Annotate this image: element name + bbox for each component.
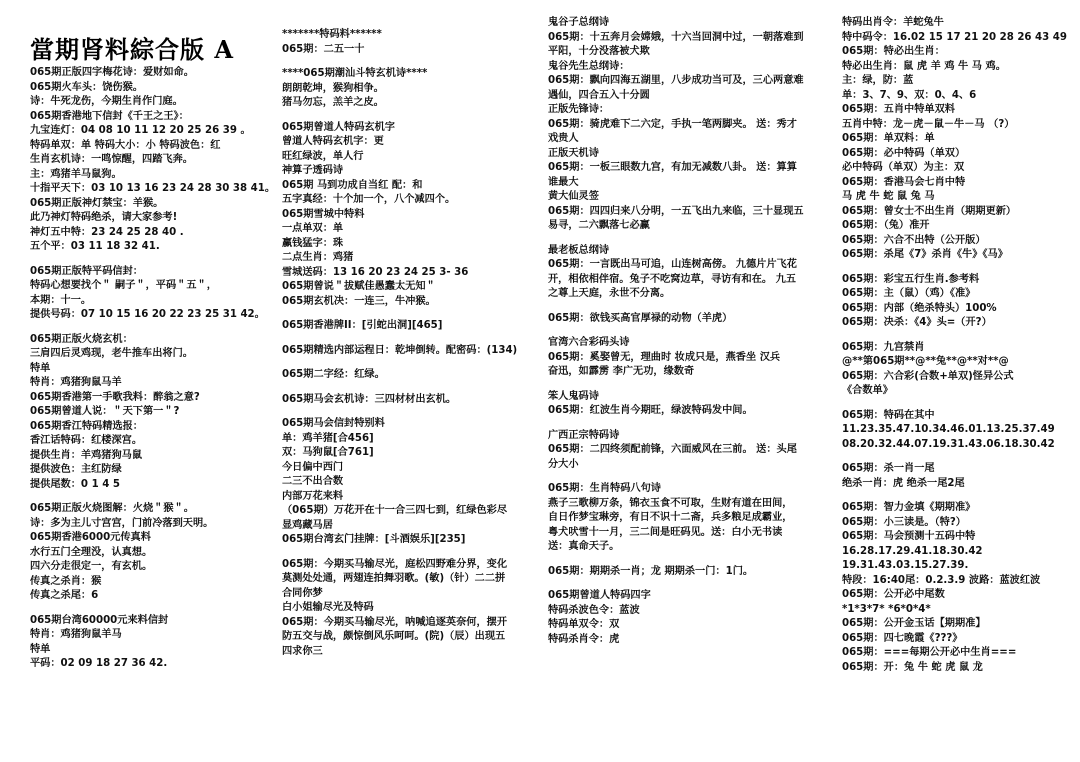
text-line: 提供尾数：0 1 4 5 <box>30 478 120 490</box>
spacer <box>548 472 834 482</box>
text-line: 单：3、7、9、双：0、4、6 <box>842 89 977 101</box>
text-line: 合同你梦 <box>282 587 323 599</box>
text-line: 鬼谷子总纲诗 <box>548 17 610 28</box>
text-line: 065期火车头：饶伤猴。 <box>30 81 143 93</box>
spacer <box>842 452 1074 462</box>
text-line: 朗朗乾坤，猴狗相争。 <box>282 82 384 94</box>
text-line: 065期：主（鼠）（鸡）《准》 <box>842 288 976 299</box>
spacer <box>282 334 534 344</box>
text-line: 三肩四后灵鸡现，老牛推车出将门。 <box>30 348 193 359</box>
text-line: 16.28.17.29.41.18.30.42 <box>842 545 983 557</box>
text-line: 065期正版特平码信封： <box>30 265 143 277</box>
text-line: 黄大仙灵签 <box>548 191 599 202</box>
text-line: 065期香港6000元传真料 <box>30 532 151 543</box>
text-line: （065期）万花开在十一合三四七到，红绿色彩尽 <box>282 505 508 516</box>
text-line: 平阳，十分没落被犬欺 <box>548 46 650 57</box>
text-line: 双：马狗鼠[合761] <box>282 447 374 458</box>
text-line: 提供生肖：羊鸡猪狗马鼠 <box>30 449 143 461</box>
text-line: 特码出肖令：羊蛇兔牛 <box>842 17 944 28</box>
text-line: 065期马会信封特别料 <box>282 418 385 429</box>
text-line: 显鸡藏马居 <box>282 519 333 531</box>
text-line: 065期曾道人特码玄机字 <box>282 121 395 133</box>
text-line: 水行五门全理没，认真想。 <box>30 546 153 558</box>
text-line: 开，相依相伴宿。兔子不吃窝边草，寻访有和在。 九五 <box>548 273 797 285</box>
text-line: 主：鸡猪羊马鼠狗。 <box>30 168 122 180</box>
text-line: 19.31.43.03.15.27.39. <box>842 560 969 571</box>
spacer <box>30 323 268 333</box>
text-line: 特单 <box>30 643 51 655</box>
text-line: 正版天机诗 <box>548 147 599 159</box>
text-line: 065期：智力金填《期期准》 <box>842 502 976 513</box>
text-line: 此乃神灯特码绝杀，请大家参考! <box>30 212 178 223</box>
spacer <box>282 57 534 67</box>
text-line: 065期：===每期公开必中生肖=== <box>842 647 1017 658</box>
text-line: 绝杀一肖：虎 绝杀一尾2尾 <box>842 477 965 489</box>
text-line: 065期：二四终须配前锋，六面威风在三前。 送：头尾 <box>548 444 797 455</box>
text-line: 送：真命天子。 <box>548 541 620 552</box>
text-line: 065期：特必出生肖： <box>842 46 945 57</box>
text-line: 最老板总纲诗 <box>548 244 610 256</box>
text-line: 065期：十五奔月会嫦娥，十六当回洞中过，一朝落难到 <box>548 31 804 43</box>
text-line: *******特码料****** <box>282 29 382 40</box>
text-line: 香江话特码：红楼深宫。 <box>30 435 143 446</box>
spacer <box>842 399 1074 409</box>
spacer <box>548 380 834 390</box>
text-line: 提供波色：主红防绿 <box>30 464 122 475</box>
column-4 <box>842 16 1074 675</box>
text-line: 特码单双令：双 <box>548 619 620 630</box>
text-line: 065期：奚娶曾无，理曲时 妆成只是，燕香坐 汉兵 <box>548 351 781 363</box>
spacer <box>842 491 1074 501</box>
text-line: 065期：骑虎难下二六定，手执一笔两脚夹。 送：秀才 <box>548 118 797 130</box>
text-line: ****065期潮汕斗特玄机诗**** <box>282 68 428 79</box>
text-line: 08.20.32.44.07.19.31.43.06.18.30.42 <box>842 438 1055 450</box>
text-line: 本期：十一。 <box>30 294 92 306</box>
text-line: 《合数单》 <box>842 385 893 396</box>
text-line: 笨人鬼码诗 <box>548 390 599 402</box>
text-line: 065期精选内部运程日：乾坤倒转。配密码：(134) <box>282 344 518 356</box>
text-line: 065期：决杀：《4》头=（开?） <box>842 317 992 328</box>
text-line: 065期香港第一手歌我料：醉翁之意? <box>30 391 200 403</box>
text-line: 四求你三 <box>282 645 323 657</box>
text-line: 065期：彩宝五行生肖.参考料 <box>842 273 980 285</box>
text-line: 065期香港牌II：[引蛇出洞][465] <box>282 320 443 331</box>
page-title: 當期肾料綜合版 A <box>30 35 234 64</box>
text-line: 粤犬吠雪十一月，三二间是旺码见。送：白小无书读 <box>548 526 783 538</box>
spacer <box>548 302 834 312</box>
text-line: 五肖中特：龙－虎－鼠－牛－马 （?） <box>842 118 1015 130</box>
spacer <box>842 263 1074 273</box>
spacer <box>282 358 534 368</box>
text-line: 特肖：鸡猪狗鼠羊马 <box>30 629 122 640</box>
text-line: 065期：公开必中尾数 <box>842 589 945 600</box>
text-line: 谁最大 <box>548 176 579 188</box>
text-line: 诗：多为主儿寸宫宫，门前冷落到天明。 <box>30 517 214 529</box>
text-line: 易寻，二六飘落七必赢 <box>548 220 650 231</box>
text-line: 065期：欲钱买高官厚禄的动物（羊虎） <box>548 312 733 324</box>
text-line: 燕子三歌柳万条，锦衣玉食不可取，生财有道在田间， <box>548 497 793 509</box>
text-line: 065期正版火烧图解：火烧＂猴＂。 <box>30 503 194 514</box>
text-line: 065期：必中特码（单双） <box>842 147 966 159</box>
text-line: 065期正版火烧玄机： <box>30 333 133 345</box>
spacer <box>548 419 834 429</box>
text-line: @**第065期**@**兔**@**对**@ <box>842 356 1009 367</box>
text-line: 特段：16:40尾：0.2.3.9 波路：蓝波红波 <box>842 574 1041 586</box>
text-line: 065期：开：兔 牛 蛇 虎 鼠 龙 <box>842 661 983 673</box>
spacer <box>548 579 834 589</box>
spacer <box>548 234 834 244</box>
text-line: 065期香江特码精选报： <box>30 420 143 432</box>
text-line: 旺红绿波，单人行 <box>282 150 364 162</box>
text-line: 065期：特码在其中 <box>842 409 935 421</box>
text-line: 065期：马会预测十五码中特 <box>842 531 976 542</box>
text-line: 戏贵人 <box>548 133 579 144</box>
text-line: 特肖：鸡猪狗鼠马羊 <box>30 377 122 388</box>
column-1 <box>30 66 276 672</box>
spacer <box>548 326 834 336</box>
spacer <box>842 331 1074 341</box>
text-line: 065期：四四归来八分明，一五飞出九来临，三十显现五 <box>548 205 804 217</box>
spacer <box>282 309 534 319</box>
text-line: 之尊上天庭，永世不分离。 <box>548 288 671 299</box>
text-line: 赢钱猛字：珠 <box>282 237 344 249</box>
spacer <box>30 492 268 502</box>
text-line: 二点生肖：鸡猪 <box>282 252 354 263</box>
text-line: 065期：飘向四海五湖里，八步成功当可及，三心两意难 <box>548 75 804 86</box>
text-line: 065期二字经：红绿。 <box>282 369 385 380</box>
text-line: 065期台湾玄门挂牌：[斗酒娱乐][235] <box>282 534 466 545</box>
text-line: 065期：五肖中特单双料 <box>842 104 955 115</box>
text-line: 065期：一言既出马可追，山连树高傍。 九德片片飞花 <box>548 259 797 270</box>
text-line: 065期曾道人特码四字 <box>548 590 651 601</box>
text-line: 莫测处处通，两翅连拍舞羽歌。(敏)（针）二二拼 <box>282 573 506 584</box>
text-line: 猪马勿忘，羔羊之皮。 <box>282 97 384 108</box>
text-line: 065期：生肖特码八句诗 <box>548 483 661 494</box>
text-line: 065期台湾60000元来料信封 <box>30 614 169 626</box>
text-line: 防五交与战，颇惊倒风乐呵呵。(院)（辰）出现五 <box>282 631 506 642</box>
text-line: 特中码令：16.02 15 17 21 20 28 26 43 49 <box>842 31 1067 43</box>
text-line: 065期：小三读是。（特?） <box>842 516 966 528</box>
text-line: 065期：曾女士不出生肖（期期更新） <box>842 205 1017 217</box>
text-line: 神灯五中特：23 24 25 28 40 . <box>30 226 184 238</box>
text-line: 特码杀波色令：蓝波 <box>548 604 640 616</box>
spacer <box>30 604 268 614</box>
text-line: 白小姐输尽光及特码 <box>282 602 374 613</box>
text-line: 分大小 <box>548 458 579 470</box>
text-line: 065期：公开金玉话【期期准】 <box>842 618 986 629</box>
text-line: 065期：一板三眼数九宫，有加无减数八卦。 送：算算 <box>548 162 797 173</box>
text-line: 鬼谷先生总纲诗： <box>548 60 630 72</box>
text-line: 官湾六合彩码头诗 <box>548 337 630 348</box>
text-line: 065期正版神灯禁宝：羊猴。 <box>30 197 164 209</box>
text-line: 特单 <box>30 362 51 374</box>
text-line: 遇仙，四合五入十分圆 <box>548 89 650 101</box>
text-line: 065期雪城中特料 <box>282 208 365 220</box>
text-line: 065期：（兔）准开 <box>842 220 930 231</box>
text-line: 四六分走很定一，有玄机。 <box>30 561 153 572</box>
spacer <box>282 407 534 417</box>
text-line: 五字真经：十个加一个，八个减四个。 <box>282 194 456 205</box>
text-line: 065期：四七晚霞《???》 <box>842 632 963 644</box>
text-line: 马 虎 牛 蛇 鼠 兔 马 <box>842 191 935 202</box>
text-line: 065期曾道人说：＂天下第一＂? <box>30 406 180 417</box>
text-line: 单：鸡羊猪[合456] <box>282 432 374 444</box>
text-line: 特必出生肖：鼠 虎 羊 鸡 牛 马 鸡。 <box>842 60 1006 72</box>
text-line: 特码杀肖令：虎 <box>548 633 620 645</box>
spacer <box>282 111 534 121</box>
text-line: 特码单双：单 特码大小：小 特码波色：红 <box>30 139 221 151</box>
text-line: 065期：杀一肖一尾 <box>842 463 935 474</box>
text-line: 一点单双：单 <box>282 223 344 234</box>
text-line: 神算子透码诗 <box>282 165 344 176</box>
text-line: 自日作梦宝琳旁，有日不识十二斋，兵多粮足成霸业， <box>548 512 793 523</box>
text-line: 二三不出合数 <box>282 476 344 487</box>
text-line: 传真之杀肖：猴 <box>30 575 102 587</box>
text-line: 广西正宗特码诗 <box>548 429 620 441</box>
text-line: 065期香港地下信封《千王之王》： <box>30 110 189 122</box>
text-line: 065期曾说＂拔赋佳愚蠢太无知＂ <box>282 281 436 292</box>
column-3 <box>548 16 834 647</box>
text-line: 065期：六合彩(合数+单双)怪异公式 <box>842 370 1014 382</box>
text-line: 065期：红波生肖今期旺，绿波特码发中间。 <box>548 405 753 416</box>
text-line: 065期：九宫禁肖 <box>842 341 925 353</box>
column-2 <box>282 28 534 659</box>
text-line: 065期马会玄机诗：三四材材出玄机。 <box>282 393 457 405</box>
text-line: 065期：杀尾《7》杀肖《牛》《马》 <box>842 249 1008 260</box>
text-line: 065期：期期杀一肖；龙 期期杀一门：1门。 <box>548 565 754 577</box>
spacer <box>30 255 268 265</box>
text-line: 065期：内部（绝杀特头）100% <box>842 302 997 314</box>
text-line: 必中特码（单双）为主：双 <box>842 162 965 173</box>
text-line: 065期：今期买马输尽光，庭松四野难分界，变化 <box>282 558 508 570</box>
text-line: 诗：牛死龙伤，今期生肖作门庭。 <box>30 96 183 107</box>
text-line: 主：绿，防：蓝 <box>842 75 914 86</box>
text-line: 平码：02 09 18 27 36 42. <box>30 658 168 669</box>
text-line: 正版先锋诗： <box>548 104 610 115</box>
spacer <box>282 383 534 393</box>
text-line: 五个平：03 11 18 32 41. <box>30 241 160 252</box>
text-line: 内部万花来料 <box>282 490 344 502</box>
text-line: 奋迅，如霹雳 李广无功，缘数奇 <box>548 366 695 377</box>
text-line: 065期：六合不出特（公开版） <box>842 234 986 246</box>
text-line: 065期：单双料：单 <box>842 133 935 144</box>
text-line: 雪城送码：13 16 20 23 24 25 3- 36 <box>282 266 469 278</box>
text-line: 065期：二五一十 <box>282 43 365 55</box>
text-line: 065期：今期买马输尽光，呐喊追逐英奈何，摆开 <box>282 616 508 628</box>
text-line: 提供号码：07 10 15 16 20 22 23 25 31 42。 <box>30 309 265 320</box>
text-line: 11.23.35.47.10.34.46.01.13.25.37.49 <box>842 424 1055 435</box>
text-line: 065期 马到功成自当红 配：和 <box>282 179 423 191</box>
text-line: 曾道人特码玄机字：更 <box>282 136 384 147</box>
text-line: 传真之杀尾：6 <box>30 590 99 601</box>
spacer <box>282 548 534 558</box>
text-line: 065期：香港马会七肖中特 <box>842 176 966 188</box>
text-line: 065期正版四字梅花诗：爱财如命。 <box>30 67 194 78</box>
text-line: 生肖玄机诗：一鸣惊醒，四踏飞奔。 <box>30 154 193 165</box>
text-line: 十指平天下：03 10 13 16 23 24 28 30 38 41。 <box>30 183 276 194</box>
text-line: 今日偏中西门 <box>282 461 344 473</box>
text-line: 九宝连灯：04 08 10 11 12 20 25 26 39 。 <box>30 125 251 136</box>
text-line: 特码心想要找个＂ 嗣子＂，平码＂五＂， <box>30 280 217 291</box>
text-line: *1*3*7* *6*0*4* <box>842 603 931 615</box>
spacer <box>548 555 834 565</box>
text-line: 065期玄机决：一连三，牛冲猴。 <box>282 295 436 307</box>
